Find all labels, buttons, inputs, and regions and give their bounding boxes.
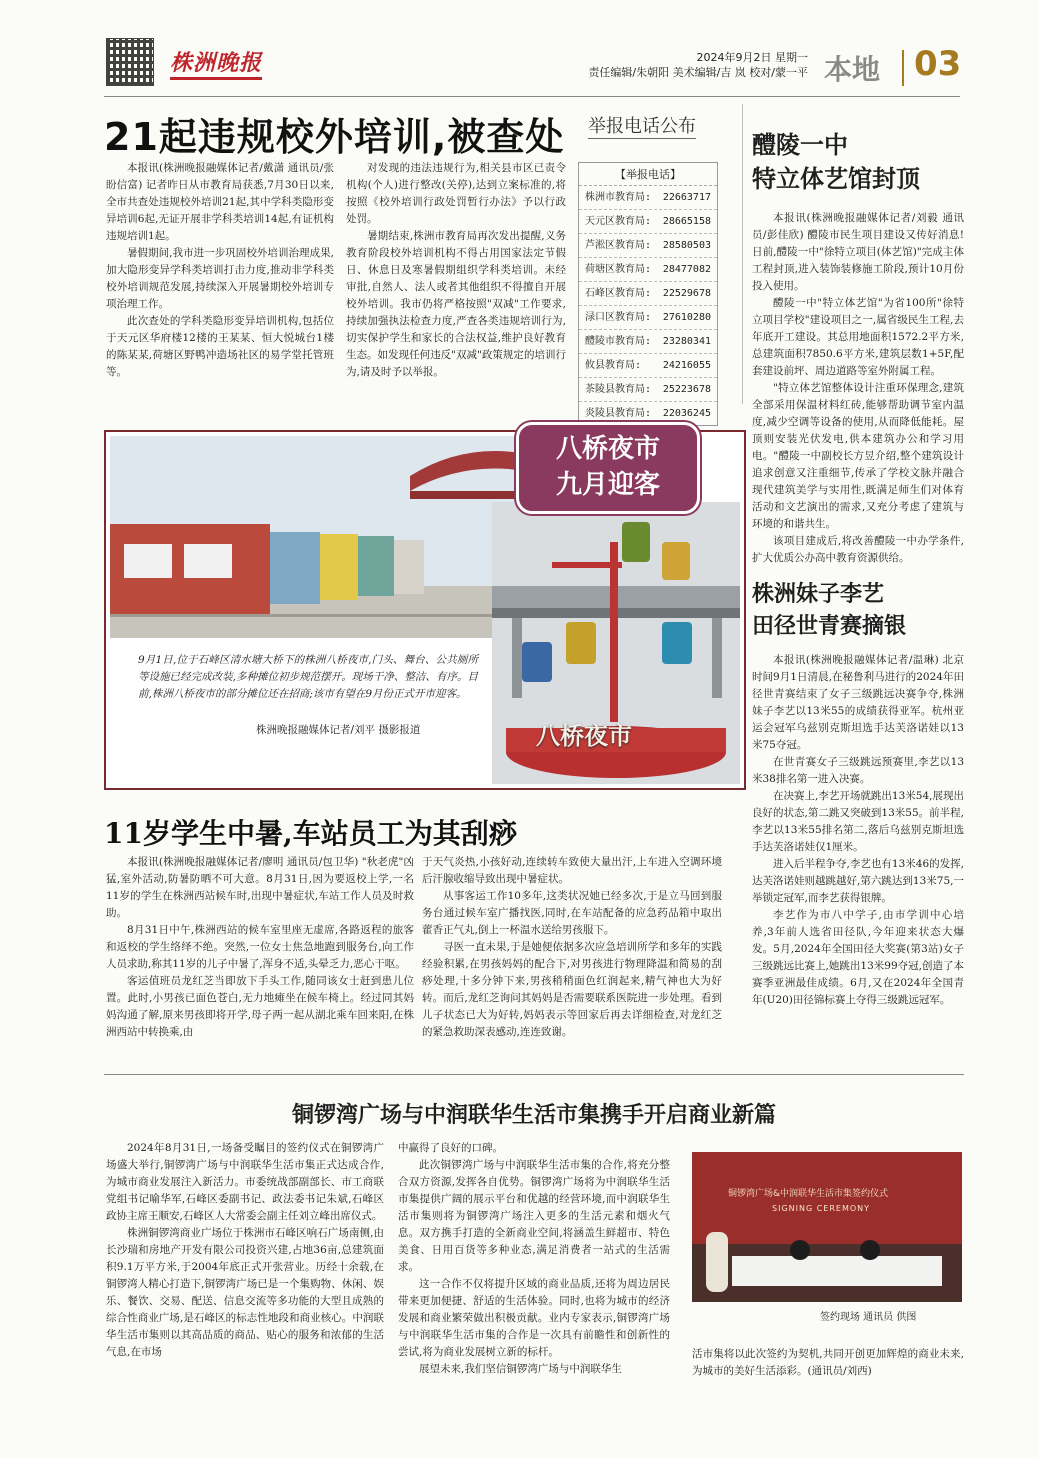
section-label: 本地	[824, 53, 881, 86]
paragraph: 对发现的违法违规行为,相关县市区已责令机构(个人)进行整改(关停),达到立案标准的,将按照《校外培训行政处罚暂行办法》予以行政处罚。	[346, 162, 566, 225]
story4-body	[752, 652, 964, 1009]
paragraph: 醴陵一中"特立体艺馆"为省100所"徐特立项目学校"建设项目之一,属省级民生工程,去年底开工建设。其总用地面积1572.2平方米,总建筑面积7850.6平方米,建筑层数1+5F,配套建设前坪、周边道路等室外附属工程。	[752, 297, 964, 377]
story1-kicker: 举报电话公布	[588, 112, 696, 139]
phone-number[interactable]: 23280341	[662, 336, 711, 347]
phone-number[interactable]: 28665158	[662, 216, 711, 227]
signing-ceremony-photo[interactable]	[692, 1152, 962, 1302]
phone-row	[579, 258, 717, 282]
phone-agency: 石峰区教育局:	[585, 288, 652, 299]
phone-agency: 茶陵县教育局:	[585, 384, 652, 395]
phone-row	[579, 378, 717, 402]
masthead-divider	[902, 50, 904, 86]
bottom-section-rule	[104, 1074, 964, 1075]
paragraph: 于天气炎热,小孩好动,连续转车致使大量出汗,上车进入空调环境后汗腺收缩导致出现中暑症状。	[422, 856, 722, 885]
night-market-feature	[104, 430, 746, 790]
signing-photo-caption: 签约现场 通讯员 供图	[820, 1312, 917, 1323]
phone-agency: 炎陵县教育局:	[585, 408, 652, 419]
story3-body	[752, 210, 964, 567]
paragraph: 这一合作不仅将提升区域的商业品质,还将为周边居民带来更加便捷、舒适的生活体验。同时,也将为城市的经济发展和商业繁荣做出积极贡献。业内专家表示,铜锣湾广场与中润联华生活市集的合作是一次具有前瞻性和创新性的尝试,将为商业发展树立新的标杆。	[398, 1278, 670, 1358]
headline-line: 株洲妹子李艺	[752, 581, 885, 607]
paragraph: 此次查处的学科类隐形变异培训机构,包括位于天元区华府楼12楼的王某某、恒大悦城台1楼的陈某某,荷塘区野鸭冲造场社区的易学堂托管班等。	[106, 315, 334, 378]
paragraph: 寻医一直未果,于是她便依据多次应急培训所学和多年的实践经验积累,在男孩妈妈的配合下,对男孩进行物理降温和简易的刮痧处理,十多分钟下来,男孩稍稍面色红润起来,精气神也大为好转。而后,龙红芝询问其妈妈是否需要联系医院进一步处理。看到儿子状态已大为好转,妈妈表示等回家后再去详细检查,对龙红芝的紧急救助深表感动,连连致谢。	[422, 941, 722, 1038]
phone-agency: 株洲市教育局:	[585, 192, 652, 203]
story5-closing: 活市集将以此次签约为契机,共同开创更加辉煌的商业未来,为城市的美好生活添彩。(通讯员/刘西)	[692, 1348, 964, 1377]
masthead-rule	[104, 96, 960, 97]
paragraph: 展望未来,我们坚信铜锣湾广场与中润联华生	[419, 1363, 622, 1375]
phone-row	[579, 186, 717, 210]
paragraph: 该项目建成后,将改善醴陵一中办学条件,扩大优质公办高中教育资源供给。	[752, 535, 964, 564]
phone-agency: 芦淞区教育局:	[585, 240, 652, 251]
paragraph: 中赢得了良好的口碑。	[398, 1142, 503, 1154]
phone-number[interactable]: 28477082	[662, 264, 711, 275]
headline-line: 醴陵一中	[752, 130, 848, 159]
story2-headline: 11岁学生中暑,车站员工为其刮痧	[104, 817, 517, 850]
story5-col2	[398, 1140, 670, 1378]
badge-line1: 八桥夜市	[555, 434, 660, 464]
qr-code[interactable]	[106, 38, 154, 86]
ceremony-banner-text: 铜锣湾广场&中润联华生活市集签约仪式	[728, 1189, 889, 1199]
story2-col1	[106, 854, 414, 1041]
paragraph: 此次铜锣湾广场与中润联华生活市集的合作,将充分整合双方资源,发挥各自优势。铜锣湾广场将为中润联华生活市集提供广阔的展示平台和优越的经营环境,而中润联华生活市集则将为铜锣湾广场注入更多的生活元素和烟火气息。双方携手打造的全新商业空间,将涵盖生鲜超市、特色美食、日用百货等多种业态,满足消费者一站式的生活需求。	[398, 1159, 670, 1273]
report-phone-box	[578, 162, 718, 426]
phone-number[interactable]: 25223678	[662, 384, 711, 395]
phone-agency: 醴陵市教育局:	[585, 336, 652, 347]
paragraph: 从事客运工作10多年,这类状况她已经多次,于是立马回到服务台通过候车室广播找医,同时,在车站配备的应急药品箱中取出藿香正气丸,倒上一杯温水送给男孩服下。	[422, 890, 722, 936]
flower-stand	[706, 1232, 728, 1292]
paragraph: 暑假期间,我市进一步巩固校外培训治理成果,加大隐形变异学科类培训打击力度,推动非学科类校外培训规范发展,持续深入开展暑期校外培训专项治理工作。	[106, 247, 334, 310]
right-column-divider	[742, 104, 743, 404]
phone-box-title: 【举报电话】	[579, 163, 717, 186]
paragraph: 进入后半程争夺,李艺也有13米46的发挥,达芙洛诺娃则越跳越好,第六跳达到13米75,一举锁定冠军,而李艺获得银牌。	[752, 858, 964, 904]
headline-line: 特立体艺馆封顶	[752, 164, 920, 193]
night-market-badge	[516, 422, 700, 514]
paragraph: 本报讯(株洲晚报融媒体记者/温琳) 北京时间9月1日清晨,在秘鲁利马进行的2024年田径世青赛结束了女子三级跳远决赛争夺,株洲妹子李艺以13米55的成绩获得亚军。杭州亚运会冠军乌兹别克斯坦选手达芙洛诺娃以13米75夺冠。	[752, 654, 964, 751]
phone-agency: 攸县教育局:	[585, 360, 642, 371]
phone-number[interactable]: 28580503	[662, 240, 711, 251]
phone-number[interactable]: 22036245	[662, 408, 711, 419]
paragraph: 客运值班员龙红芝当即放下手头工作,随同该女士赶到患儿位置。此时,小男孩已面色苍白,无力地瘫坐在候车椅上。经过同其妈妈沟通了解,原来男孩即将开学,母子两一起从湖北乘车回来阳,在株洲西站中转换乘,由	[106, 975, 414, 1038]
paragraph: 本报讯(株洲晚报融媒体记者/刘毅 通讯员/彭佳欣) 醴陵市民生项目建设又传好消息!日前,醴陵一中"徐特立项目(体艺馆)"完成主体工程封顶,进入装饰装修施工阶段,预计10月份投入使用。	[752, 212, 964, 292]
person	[790, 1240, 810, 1260]
story5-col1	[106, 1140, 384, 1361]
paper-logo: 株洲晚报	[170, 46, 262, 80]
phone-number[interactable]: 27610280	[662, 312, 711, 323]
story2-col2	[422, 854, 722, 1041]
page-number: 03	[914, 44, 962, 84]
paragraph: 株洲铜锣湾商业广场位于株洲市石峰区响石广场南侧,由长沙瑞和房地产开发有限公司投资兴建,占地36亩,总建筑面积9.1万平方米,于2004年底正式开张营业。历经十余载,在铜锣湾人精心打造下,铜锣湾广场已是一个集购物、休闲、娱乐、餐饮、交易、配送、信息交流等多功能的大型且成熟的综合性商业广场,是石峰区的标志性地段和商业核心。中润联华生活市集则以其高品质的商品、贴心的服务和浓郁的生活气息,在市场	[106, 1227, 384, 1358]
story1-col1	[106, 160, 334, 381]
phone-agency: 荷塘区教育局:	[585, 264, 652, 275]
phone-row	[579, 306, 717, 330]
story4-headline	[752, 578, 906, 642]
badge-line2: 九月迎客	[555, 470, 660, 500]
paragraph: "特立体艺馆整体设计注重环保理念,建筑全部采用保温材料红砖,能够帮助调节室内温度,减少空调等设备的使用,从而降低能耗。屋顶则安装光伏发电,供本建筑办公和学习用电。"醴陵一中副校长方昱介绍,整个建筑设计追求创意又注重细节,传承了学校文脉并融合现代建筑美学与实用性,既满足师生们对体育活动和文艺演出的需求,又充分考虑了建筑与环境的和谐共生。	[752, 382, 964, 530]
paragraph: 在世青赛女子三级跳远预赛里,李艺以13米38排名第一进入决赛。	[752, 756, 964, 785]
paragraph: 8月31日中午,株洲西站的候车室里座无虚席,各路返程的旅客和返校的学生络绎不绝。突然,一位女士焦急地跑到服务台,向工作人员求助,称其11岁的儿子中暑了,浑身不适,头晕乏力,恶心干呕。	[106, 924, 414, 970]
paragraph: 在决赛上,李艺开场就跳出13米54,展现出良好的状态,第二跳又突破到13米55。前半程,李艺以13米55排名第二,落后乌兹别克斯坦选手达芙洛诺娃仅1厘米。	[752, 790, 964, 853]
phone-agency: 天元区教育局:	[585, 216, 652, 227]
story1-col2	[346, 160, 566, 381]
headline-line: 田径世青赛摘银	[752, 613, 907, 639]
phone-agency: 渌口区教育局:	[585, 312, 652, 323]
editors-line: 责任编辑/朱朝阳 美术编辑/吉 岚 校对/蒙一平	[588, 66, 808, 79]
photo-caption: 9月1日,位于石峰区清水塘大桥下的株洲八桥夜市,门头、舞台、公共厕所等设施已经完成改装,多种摊位初步规范摆开。现场干净、整洁、有序。目前,株洲八桥夜市的部分摊位还在招商;该市有望在9月份正式开市迎客。	[138, 654, 478, 700]
paragraph: 本报讯(株洲晚报融媒体记者/廖明 通讯员/包卫华) "秋老虎"凶猛,室外活动,防暑防晒不可大意。8月31日,因为要返校上学,一名11岁的学生在株洲西站候车时,出现中暑症状,车站工作人员及时救助。	[106, 856, 414, 919]
date-editor-block	[560, 50, 808, 80]
phone-row	[579, 210, 717, 234]
paragraph: 李艺作为市八中学子,由市学训中心培养,3年前人选省田径队,今年迎来状态大爆发。5月,2024年全国田径大奖赛(第3站)女子三级跳远比赛上,她跳出13米99夺冠,创造了本赛季亚洲最佳成绩。6月,又在2024年全国青年(U20)田径锦标赛上夺得三级跳远冠军。	[752, 909, 964, 1006]
phone-row	[579, 234, 717, 258]
person	[860, 1240, 880, 1260]
paragraph: 本报讯(株洲晚报融媒体记者/戴潇 通讯员/张盼信富) 记者昨日从市教育局获悉,7月30日以来,全市共查处违规校外培训21起,其中学科类隐形变异培训6起,无证开展非学科类培训14起,有证机构违规培训1起。	[106, 162, 334, 242]
phone-number[interactable]: 22663717	[662, 192, 711, 203]
story5-headline: 铜锣湾广场与中润联华生活市集携手开启商业新篇	[291, 1102, 776, 1128]
date-line: 2024年9月2日 星期一	[696, 51, 808, 64]
phone-number[interactable]: 24216055	[662, 360, 711, 371]
phone-number[interactable]: 22529678	[662, 288, 711, 299]
night-market-sign-text: 八桥夜市	[536, 722, 632, 750]
story3-headline	[752, 128, 920, 196]
phone-row	[579, 330, 717, 354]
paragraph: 2024年8月31日,一场备受瞩目的签约仪式在铜锣湾广场盛大举行,铜锣湾广场与中润联华生活市集正式达成合作,为城市商业发展注入新活力。市委统战部副部长、市工商联党组书记喻华军,石峰区委副书记、政法委书记朱斌,石峰区政协主席王顺安,石峰区人大常委会副主任刘立峰出席仪式。	[106, 1142, 384, 1222]
paragraph: 暑期结束,株洲市教育局再次发出提醒,义务教育阶段校外培训机构不得占用国家法定节假日、休息日及寒暑假期组织学科类培训。未经审批,自然人、法人或者其他组织不得擅自开展校外培训。我市仍将严格按照"双减"工作要求,持续加强执法检查力度,严查各类违规培训行为,切实保护学生和家长的合法权益,维护良好教育生态。如发现任何违反"双减"政策规定的培训行为,请及时予以举报。	[346, 230, 566, 378]
story1-headline: 21起违规校外培训,被查处	[104, 115, 565, 159]
signing-table	[732, 1256, 942, 1286]
ceremony-banner-en: SIGNING CEREMONY	[772, 1204, 871, 1213]
photo-credit: 株洲晚报融媒体记者/刘平 摄影报道	[256, 724, 421, 736]
phone-row	[579, 282, 717, 306]
phone-row	[579, 354, 717, 378]
